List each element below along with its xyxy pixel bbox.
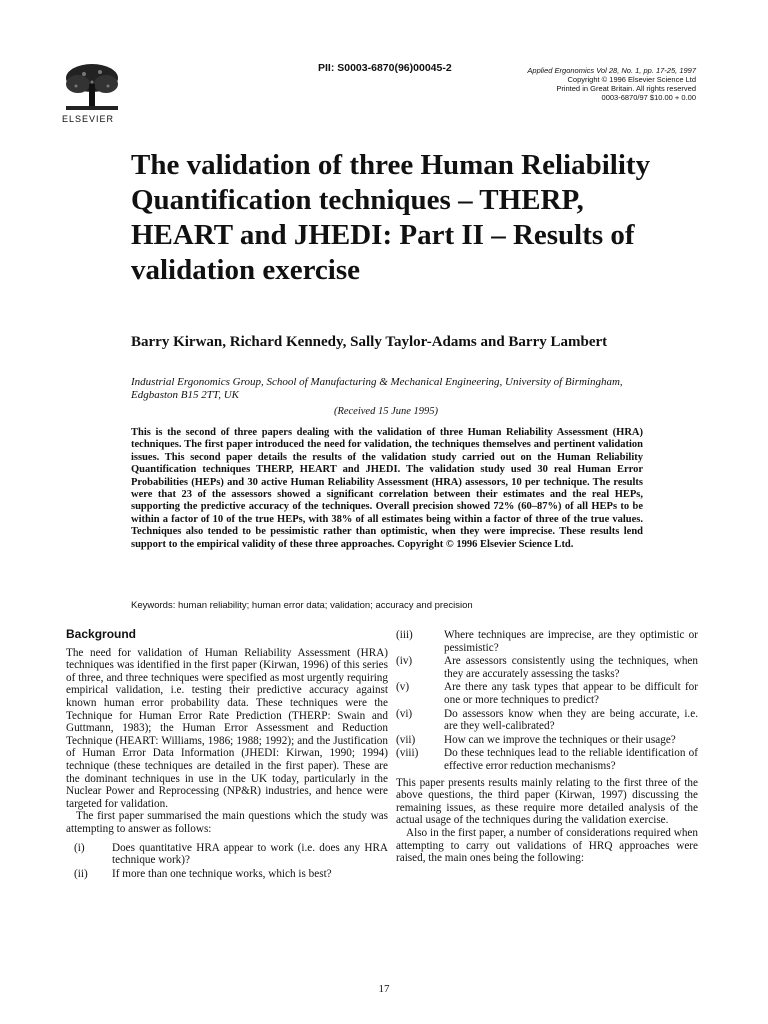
- list-item: [66, 868, 388, 881]
- page-number: 17: [378, 983, 390, 995]
- question-list-right: [396, 629, 698, 773]
- background-paragraph-4: Also in the first paper, a number of considerations required when attempting to carry out validations of HRQ approaches were raised, the main ones being the following:: [396, 826, 698, 865]
- list-item-text: Does quantitative HRA appear to work (i.e. does any HRA technique work)?: [112, 841, 388, 867]
- list-item-number: (i): [74, 841, 85, 854]
- list-item: [66, 842, 388, 867]
- list-item-number: (vi): [396, 707, 413, 720]
- list-item-text: Do these techniques lead to the reliable identification of effective error reduction mechanisms?: [444, 747, 698, 772]
- list-item-text: Do assessors know when they are being accurate, i.e. are they well-calibrated?: [444, 707, 698, 733]
- list-item: [396, 629, 698, 654]
- publisher-name: ELSEVIER: [62, 114, 115, 124]
- keywords: Keywords: human reliability; human error data; validation; accuracy and precision: [131, 600, 473, 611]
- paper-authors: Barry Kirwan, Richard Kennedy, Sally Taylor-Adams and Barry Lambert: [131, 334, 608, 350]
- background-paragraph-1: The need for validation of Human Reliability Assessment (HRA) techniques was identified in the first paper (Kirwan, 1996) of this series of three, and three techniques were specified as most urgently requiring empirical validation, i.e. testing their predictive accuracy against known human error probability data. These techniques were the Technique for Human Error Rate Prediction (THERP: Swain and Guttmann, 1983); the Human Error Assessment and Reduction Technique (HEART: Williams, 1986; 1988; 1992); and the Justification of Human Error Data Information (JHEDI: Kirwan, 1990; 1994) technique (these techniques are detailed in the first paper). These are the dominant techniques in use in the UK today, particularly in the Nuclear Power and Reprocessing (NP&R) industries, and hence were targeted for validation.: [66, 646, 388, 810]
- journal-issn: 0003-6870/97 $10.00 + 0.00: [601, 93, 696, 102]
- background-paragraph-3: This paper presents results mainly relating to the first three of the above questions, the third paper (Kirwan, 1997) discussing the remaining issues, as these require more detailed analysis of the actual usage of the techniques during the validation exercise.: [396, 776, 698, 827]
- section-heading-background: Background: [66, 627, 137, 641]
- question-list-left: [66, 842, 388, 881]
- pii-identifier: PII: S0003-6870(96)00045-2: [318, 62, 452, 74]
- list-item-text: Are there any task types that appear to be difficult for one or more techniques to predict?: [444, 681, 698, 706]
- paper-title: The validation of three Human Reliability Quantification techniques – THERP, HEART and JHEDI: Part II – Results of validation exercise: [131, 149, 651, 286]
- list-item-number: (v): [396, 681, 410, 694]
- received-date: (Received 15 June 1995): [333, 406, 439, 417]
- publisher-logo: [62, 62, 124, 124]
- list-item-text: Where techniques are imprecise, are they optimistic or pessimistic?: [444, 629, 698, 654]
- list-item: [396, 681, 698, 706]
- journal-info: [527, 66, 696, 102]
- list-item-number: (vii): [396, 733, 416, 746]
- list-item: [396, 655, 698, 680]
- list-item-number: (ii): [74, 867, 88, 880]
- list-item-text: How can we improve the techniques or their usage?: [444, 733, 676, 746]
- journal-printed: Printed in Great Britain. All rights reserved: [556, 84, 696, 93]
- author-affiliation: Industrial Ergonomics Group, School of Manufacturing & Mechanical Engineering, University of Birmingham, Edgbaston B15 2TT, UK: [131, 376, 623, 401]
- list-item-number: (iii): [396, 629, 413, 641]
- list-item-number: (viii): [396, 747, 419, 760]
- abstract: This is the second of three papers dealing with the validation of three Human Reliability Assessment (HRA) techniques. The first paper introduced the need for validation, the techniques themselves and pertinent validation issues. This second paper details the results of the validation study carried out on the Human Reliability Quantification techniques THERP, HEART and JHEDI. The validation study used 30 real Human Error Probabilities (HEPs) and 30 active Human Reliability Assessment (HRA) assessors, 10 per technique. The results were that 23 of the assessors showed a significant correlation between their estimates and the real HEPs, supporting the predictive accuracy of the techniques. Overall precision showed 72% (60–87%) of all HEPs to be within a factor of 10 of the true HEPs, with 38% of all estimates being within a factor of three of the true values. Techniques also tended to be pessimistic rather than optimistic, when they were imprecise. These results lend support to the empirical validity of these three approaches. Copyright © 1996 Elsevier Science Ltd.: [131, 427, 643, 550]
- list-item-text: Are assessors consistently using the techniques, when they are accurately assessing the tasks?: [444, 655, 698, 680]
- list-item: [396, 747, 698, 772]
- journal-citation: Applied Ergonomics Vol 28, No. 1, pp. 17-25, 1997: [527, 66, 696, 75]
- list-item-number: (iv): [396, 655, 413, 668]
- list-item: [396, 734, 698, 747]
- body-column-right: [396, 629, 698, 865]
- background-paragraph-2: The first paper summarised the main questions which the study was attempting to answer as follows:: [66, 810, 388, 835]
- body-column-left: [66, 628, 388, 881]
- journal-copyright: Copyright © 1996 Elsevier Science Ltd: [567, 75, 696, 84]
- list-item-text: If more than one technique works, which is best?: [112, 867, 332, 880]
- list-item: [396, 708, 698, 733]
- tree-icon: [62, 62, 122, 112]
